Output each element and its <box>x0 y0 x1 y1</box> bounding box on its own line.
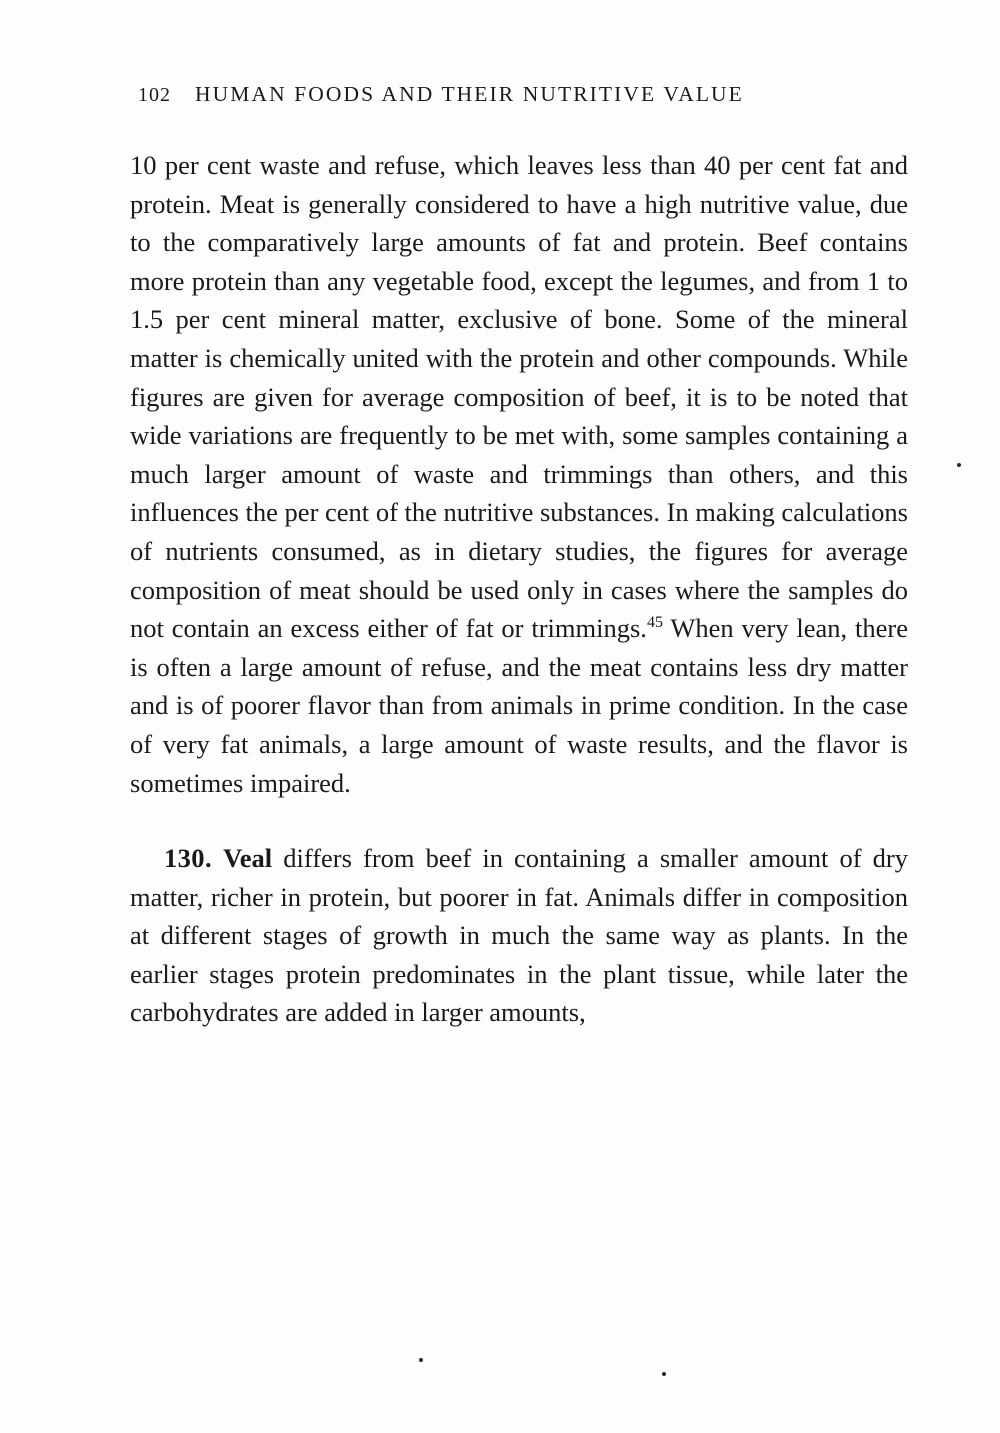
paragraph-beef <box>130 146 908 802</box>
page-body <box>130 146 908 1032</box>
footnote-marker: 45 <box>646 614 663 632</box>
margin-speck-bottom-right <box>662 1372 666 1376</box>
margin-speck-bottom-left <box>419 1358 423 1362</box>
section-space <box>212 843 223 873</box>
section-term: Veal <box>223 843 273 874</box>
section-number: 130. <box>164 843 212 874</box>
paragraph-beef-text: 10 per cent waste and refuse, which leaves less than 40 per cent fat and protein. Meat is generally considered to have a high nutritive value, due to the comparatively large amounts of fat and protein. Beef contains more protein than any vegetable food, except the legumes, and from 1 to 1.5 per cent mineral matter, exclusive of bone. Some of the mineral matter is chemically united with the protein and other compounds. While figures are given for average composition of beef, it is to be noted that wide variations are frequently to be met with, some samples containing a much larger amount of waste and trimmings than others, and this influences the per cent of the nutritive substances. In making calculations of nutrients consumed, as in dietary studies, the figures for average composition of meat should be used only in cases where the samples do not contain an excess either of fat or trimmings. <box>130 150 908 644</box>
paragraph-veal <box>130 839 908 1032</box>
margin-speck-right <box>957 463 961 467</box>
paragraph-veal-text: differs from beef in containing a smaller amount of dry matter, richer in protein, but poorer in fat. Animals differ in composition at different stages of growth in much the same way as plants. In the earlier stages protein predominates in the plant tissue, while later the carbohydrates are added in larger amounts, <box>130 843 908 1028</box>
running-head <box>138 82 868 107</box>
running-head-title: HUMAN FOODS AND THEIR NUTRITIVE VALUE <box>195 82 744 106</box>
page-number: 102 <box>138 84 171 106</box>
paragraph-beef-continued: When very lean, there is often a large amount of refuse, and the meat contains less dry matter and is of poorer flavor than from animals in prime condition. In the case of very fat animals, a large amount of waste results, and the flavor is sometimes impaired. <box>130 613 908 798</box>
